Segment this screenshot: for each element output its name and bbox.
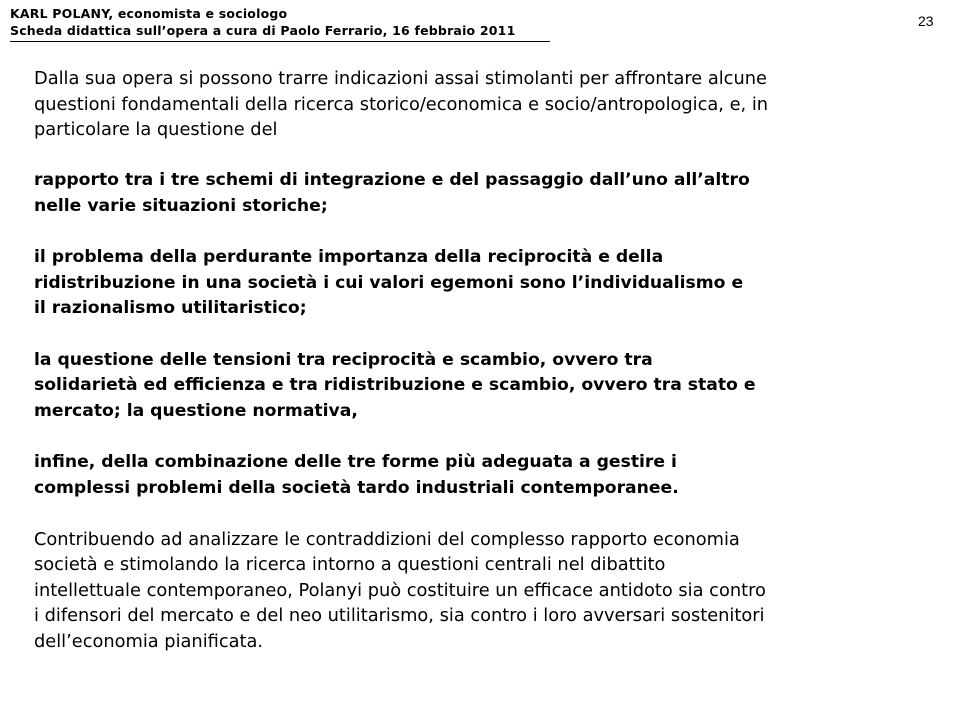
intro-paragraph: Dalla sua opera si possono trarre indicazioni assai stimolanti per affrontare alcune questioni fondamentali della ricerca storico/economica e socio/antropologica, e, in particolare la questione del [34, 68, 769, 141]
document-header [10, 5, 550, 42]
conclusion-paragraph: Contribuendo ad analizzare le contraddizioni del complesso rapporto economia società e stimolando la ricerca intorno a questioni centrali nel dibattito intellettuale contemporaneo, Polanyi può costituire un efficace antidoto sia contro i difensori del mercato e del neo utilitarismo, sia contro i loro avversari sostenitori dell’economia pianificata. [34, 528, 766, 653]
spacer [34, 424, 934, 450]
header-title: KARL POLANY, economista e sociologo [10, 6, 288, 21]
point-combination: infine, della combinazione delle tre forme più adeguata a gestire i complessi problemi della società tardo industriali contemporanee. [34, 451, 679, 498]
point-integration-schemes: rapporto tra i tre schemi di integrazione e del passaggio dall’uno all’altro nelle varie situazioni storiche; [34, 170, 750, 216]
spacer [34, 143, 934, 169]
page-number: 23 [918, 13, 934, 29]
point-tensions: la questione delle tensioni tra reciprocità e scambio, ovvero tra solidarietà ed efficienza e tra ridistribuzione e scambio, ovvero tra stato e mercato; la questione normativa, [34, 349, 756, 421]
header-subtitle: Scheda didattica sull’opera a cura di Paolo Ferrario, 16 febbraio 2011 [10, 23, 516, 38]
spacer [34, 220, 934, 246]
point-reciprocity-redistribution: il problema della perdurante importanza della reciprocità e della ridistribuzione in una società i cui valori egemoni sono l’individualismo e il razionalismo utilitaristico; [34, 247, 744, 319]
spacer [34, 322, 934, 348]
slide-body [34, 66, 934, 655]
spacer [34, 501, 934, 527]
